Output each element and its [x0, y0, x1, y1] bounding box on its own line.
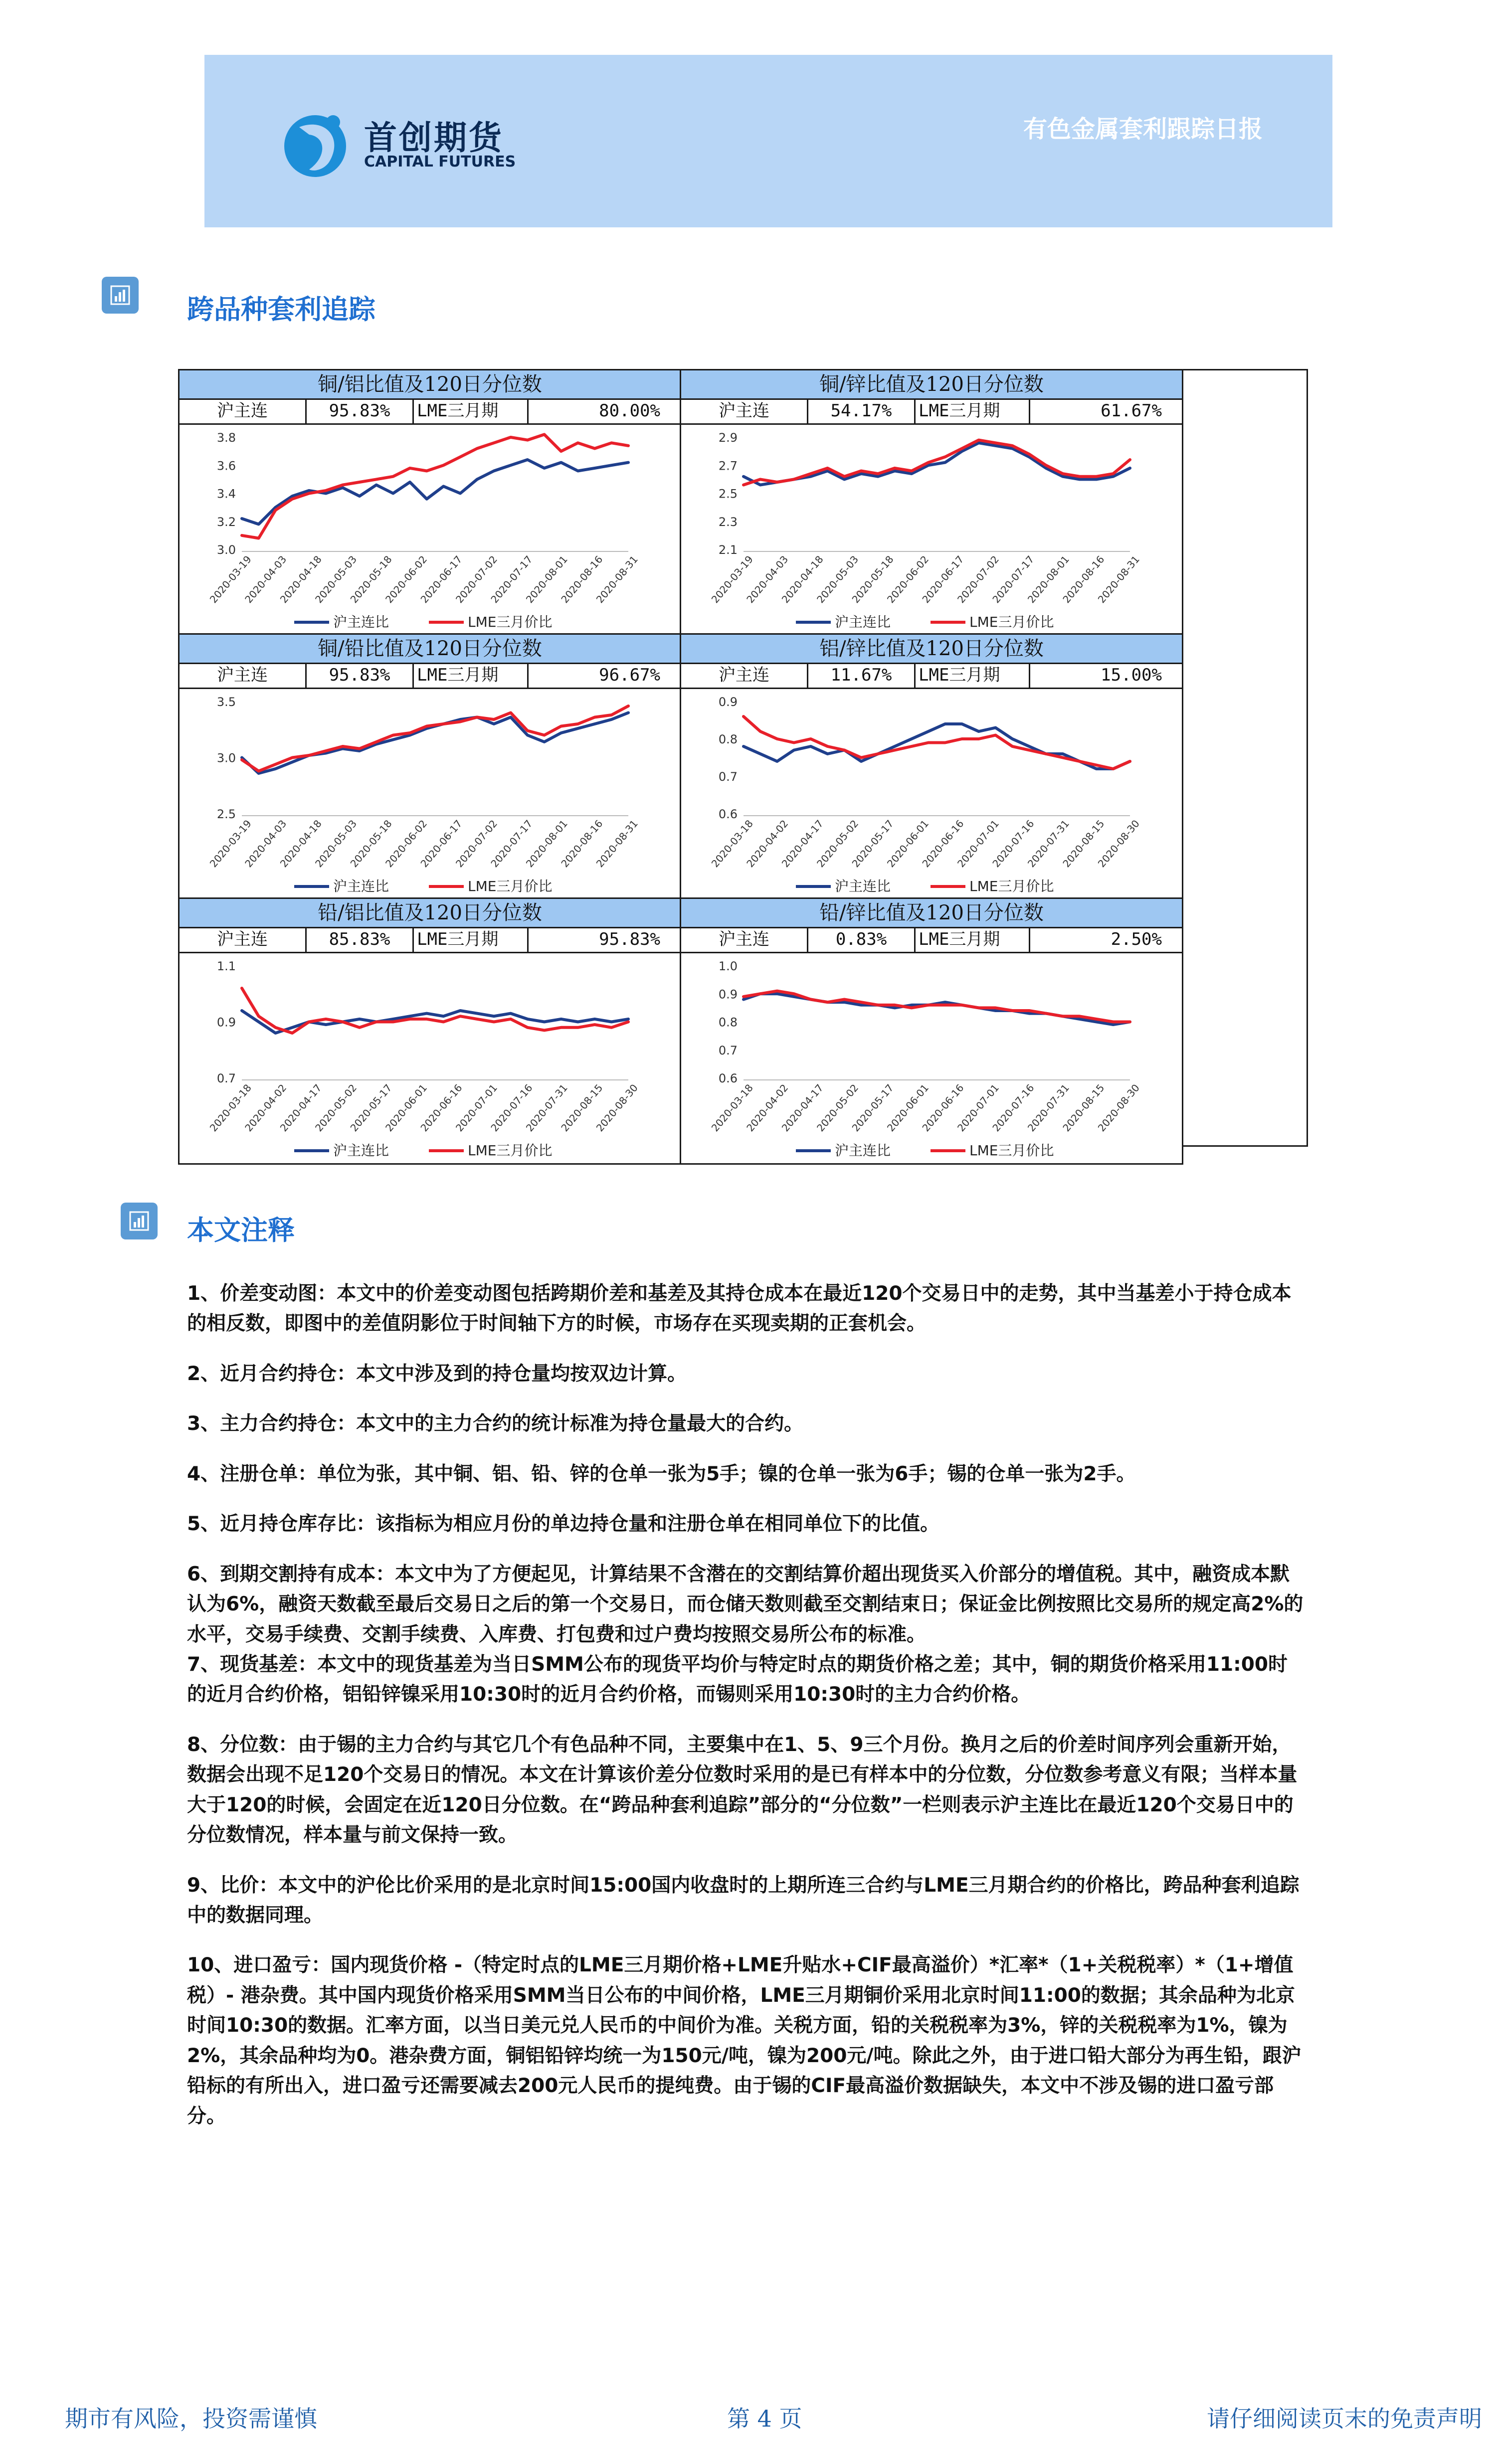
bar-chart-icon [102, 277, 139, 314]
y-tick-label: 3.4 [216, 487, 236, 501]
y-tick-label: 3.0 [216, 543, 236, 557]
x-tick-label: 2020-08-30 [1095, 817, 1142, 870]
report-title: 有色金属套利跟踪日报 [1023, 115, 1263, 143]
y-tick-label: 3.8 [216, 431, 236, 445]
x-tick-label: 2020-07-17 [990, 553, 1037, 606]
panel-title: 铝/锌比值及120日分位数 [681, 635, 1182, 664]
panel-title: 铜/铅比值及120日分位数 [180, 635, 680, 664]
x-tick-label: 2020-07-31 [1025, 817, 1072, 870]
legend-label: LME三月价比 [969, 1142, 1054, 1159]
x-tick-label: 2020-08-31 [593, 817, 640, 870]
y-tick-label: 2.5 [216, 807, 236, 821]
chart-svg [180, 425, 680, 633]
note-item: 7、现货基差：本文中的现货基差为当日SMM公布的现货平均价与特定时点的期货价格之差；其中，铜的期货价格采用11:00时的近月合约价格，铝铅锌镍采用10:30时的近月合约价格，而锡则采用10:30时的主力合约价格。 [187, 1653, 1288, 1706]
x-tick-label: 2020-05-03 [313, 553, 360, 606]
x-tick-label: 2020-08-01 [523, 553, 570, 606]
percentile-lme-value: 15.00% [1101, 665, 1162, 685]
x-tick-label: 2020-04-03 [744, 553, 791, 606]
y-tick-label: 2.5 [718, 487, 738, 501]
percentile-lme-value: 95.83% [599, 929, 660, 949]
ratio-line-chart [180, 689, 680, 899]
label-shanghai-continuous: 沪主连 [180, 663, 307, 688]
y-tick-label: 3.0 [216, 751, 236, 765]
y-tick-label: 2.7 [718, 459, 738, 473]
note-item: 2、近月合约持仓：本文中涉及到的持仓量均按双边计算。 [187, 1362, 687, 1385]
x-tick-label: 2020-07-17 [488, 817, 535, 870]
label-lme-three-month: LME三月期 [414, 398, 529, 423]
panel-title: 铜/锌比值及120日分位数 [681, 370, 1182, 400]
y-tick-label: 0.8 [718, 732, 738, 746]
logo-chinese-name: 首创期货 [364, 119, 504, 157]
x-tick-label: 2020-07-16 [990, 1081, 1037, 1134]
series-line-lme [242, 988, 628, 1033]
legend-label: LME三月价比 [468, 1142, 553, 1159]
x-tick-label: 2020-05-03 [814, 553, 861, 606]
x-tick-label: 2020-07-01 [954, 1081, 1002, 1134]
note-item: 6、到期交割持有成本：本文中为了方便起见，计算结果不含潜在的交割结算价超出现货买入价部分的增值税。其中，融资成本默认为6%，融资天数截至最后交易日之后的第一个交易日，而仓储天数则截至交割结束日；保证金比例按照比交易所的规定高2%的水平，交易手续费、交割手续费、入库费、打包费和过户费均按照交易所公布的标准。 [187, 1563, 1304, 1646]
y-tick-label: 0.7 [718, 770, 738, 784]
label-shanghai-continuous: 沪主连 [180, 398, 307, 423]
label-lme-three-month: LME三月期 [916, 927, 1030, 952]
x-tick-label: 2020-04-02 [744, 817, 791, 870]
x-tick-label: 2020-03-18 [709, 817, 755, 870]
y-tick-label: 0.9 [718, 987, 738, 1002]
ratio-panels-grid [178, 369, 1308, 1159]
panel-title: 铅/铝比值及120日分位数 [180, 899, 680, 928]
series-line-lme [242, 706, 628, 771]
y-tick-label: 0.9 [718, 695, 738, 709]
x-tick-label: 2020-03-18 [709, 1081, 755, 1134]
x-tick-label: 2020-04-02 [242, 1081, 289, 1134]
x-tick-label: 2020-04-02 [744, 1081, 791, 1134]
ratio-line-chart [681, 689, 1182, 899]
label-lme-three-month: LME三月期 [916, 663, 1030, 688]
x-tick-label: 2020-08-16 [559, 553, 605, 606]
note-item: 4、注册仓单：单位为张，其中铜、铝、铅、锌的仓单一张为5手；镍的仓单一张为6手；锡的仓单一张为2手。 [187, 1462, 1136, 1485]
x-tick-label: 2020-04-18 [779, 553, 826, 606]
section-title-cross-variety-arbitrage: 跨品种套利追踪 [187, 294, 375, 325]
x-tick-label: 2020-04-18 [277, 817, 324, 870]
x-tick-label: 2020-08-15 [1060, 817, 1107, 870]
y-tick-label: 3.2 [216, 515, 236, 529]
legend-label: 沪主连比 [333, 614, 389, 630]
x-tick-label: 2020-04-17 [779, 817, 826, 870]
y-tick-label: 2.3 [718, 515, 738, 529]
chart-svg [180, 689, 680, 897]
y-tick-label: 0.8 [718, 1015, 738, 1030]
note-item: 5、近月持仓库存比：该指标为相应月份的单边持仓量和注册仓单在相同单位下的比值。 [187, 1513, 940, 1536]
x-tick-label: 2020-04-17 [779, 1081, 826, 1134]
legend-label: LME三月价比 [969, 614, 1054, 630]
percentile-lme-value: 61.67% [1101, 401, 1162, 421]
series-line-lme [744, 991, 1130, 1022]
y-tick-label: 0.7 [216, 1071, 236, 1085]
x-tick-label: 2020-03-18 [207, 1081, 254, 1134]
y-tick-label: 1.1 [216, 959, 236, 973]
x-tick-label: 2020-03-19 [709, 553, 755, 606]
x-tick-label: 2020-05-18 [348, 817, 394, 870]
x-tick-label: 2020-08-16 [559, 817, 605, 870]
x-tick-label: 2020-06-01 [885, 1081, 932, 1134]
percentile-row [681, 398, 1182, 425]
legend-label: LME三月价比 [468, 614, 553, 630]
note-item: 8、分位数：由于锡的主力合约与其它几个有色品种不同，主要集中在1、5、9三个月份。换月之后的价差时间序列会重新开始，数据会出现不足120个交易日的情况。本文在计算该价差分位数时采用的是已有样本中的分位数，分位数参考意义有限；当样本量大于120的时候，会固定在近120日分位数。在“跨品种套利追踪”部分的“分位数”一栏则表示沪主连比在最近120个交易日中的分位数情况，样本量与前文保持一致。 [187, 1733, 1298, 1847]
x-tick-label: 2020-06-02 [383, 553, 430, 606]
legend-label: LME三月价比 [969, 878, 1054, 894]
x-tick-label: 2020-06-01 [383, 1081, 430, 1134]
x-tick-label: 2020-04-03 [242, 817, 289, 870]
series-line-shanghai [744, 724, 1130, 769]
note-item: 9、比价：本文中的沪伦比价采用的是北京时间15:00国内收盘时的上期所连三合约与LME三月期合约的价格比，跨品种套利追踪中的数据同理。 [187, 1874, 1300, 1927]
note-item: 3、主力合约持仓：本文中的主力合约的统计标准为持仓量最大的合约。 [187, 1412, 804, 1435]
y-tick-label: 2.1 [718, 543, 738, 557]
x-tick-label: 2020-07-31 [523, 1081, 570, 1134]
legend-label: 沪主连比 [333, 1142, 389, 1159]
legend-label: 沪主连比 [835, 614, 891, 630]
footer-page-number: 第 4 页 [727, 2405, 802, 2432]
x-tick-label: 2020-04-17 [277, 1081, 324, 1134]
ratio-panel [680, 897, 1183, 1165]
ratio-line-chart [180, 953, 680, 1163]
x-tick-label: 2020-06-01 [885, 817, 932, 870]
x-tick-label: 2020-05-02 [313, 1081, 360, 1134]
y-tick-label: 0.6 [718, 1071, 738, 1085]
x-tick-label: 2020-05-03 [313, 817, 360, 870]
x-tick-label: 2020-03-19 [207, 817, 254, 870]
series-line-lme [242, 434, 628, 538]
x-tick-label: 2020-04-03 [242, 553, 289, 606]
x-tick-label: 2020-08-16 [1060, 553, 1107, 606]
x-tick-label: 2020-07-16 [990, 817, 1037, 870]
x-tick-label: 2020-08-15 [1060, 1081, 1107, 1134]
percentile-lme-value: 96.67% [599, 665, 660, 685]
series-line-lme [744, 716, 1130, 769]
series-line-shanghai [242, 713, 628, 774]
x-tick-label: 2020-08-31 [593, 553, 640, 606]
legend-label: 沪主连比 [835, 1142, 891, 1159]
ratio-panel [178, 369, 682, 636]
x-tick-label: 2020-07-02 [954, 553, 1002, 606]
note-item: 1、价差变动图：本文中的价差变动图包括跨期价差和基差及其持仓成本在最近120个交易日中的走势，其中当基差小于持仓成本的相反数，即图中的差值阴影位于时间轴下方的时候，市场存在买现卖期的正套机会。 [187, 1282, 1292, 1335]
percentile-shanghai-value: 85.83% [307, 927, 414, 952]
x-tick-label: 2020-06-02 [885, 553, 932, 606]
x-tick-label: 2020-05-17 [849, 817, 896, 870]
x-tick-label: 2020-07-17 [488, 553, 535, 606]
ratio-panel [178, 897, 682, 1165]
footer-risk-warning: 期市有风险，投资需谨慎 [65, 2405, 317, 2432]
ratio-line-chart [681, 425, 1182, 635]
x-tick-label: 2020-05-17 [348, 1081, 394, 1134]
percentile-lme-value: 80.00% [599, 401, 660, 421]
y-tick-label: 0.7 [718, 1043, 738, 1057]
chart-svg [681, 953, 1182, 1162]
ratio-panel [680, 633, 1183, 900]
series-line-shanghai [744, 443, 1130, 485]
percentile-row [180, 927, 680, 953]
x-tick-label: 2020-06-17 [418, 553, 465, 606]
x-tick-label: 2020-06-02 [383, 817, 430, 870]
label-lme-three-month: LME三月期 [916, 398, 1030, 423]
notes-list [187, 1279, 1304, 2151]
x-tick-label: 2020-07-02 [453, 817, 500, 870]
label-lme-three-month: LME三月期 [414, 663, 529, 688]
x-tick-label: 2020-08-31 [1095, 553, 1142, 606]
x-tick-label: 2020-05-18 [849, 553, 896, 606]
panel-title: 铅/锌比值及120日分位数 [681, 899, 1182, 928]
x-tick-label: 2020-06-17 [920, 553, 966, 606]
y-tick-label: 0.6 [718, 807, 738, 821]
x-tick-label: 2020-06-16 [418, 1081, 465, 1134]
footer-disclaimer-notice: 请仔细阅读页末的免责声明 [1207, 2405, 1482, 2432]
page-header [204, 55, 1332, 227]
x-tick-label: 2020-07-31 [1025, 1081, 1072, 1134]
percentile-shanghai-value: 95.83% [307, 663, 414, 688]
label-shanghai-continuous: 沪主连 [681, 398, 808, 423]
company-logo [279, 107, 529, 187]
label-shanghai-continuous: 沪主连 [681, 663, 808, 688]
ratio-line-chart [180, 425, 680, 635]
section-title-notes: 本文注释 [187, 1215, 295, 1246]
label-shanghai-continuous: 沪主连 [180, 927, 307, 952]
panel-title: 铜/铝比值及120日分位数 [180, 370, 680, 400]
chart-svg [681, 425, 1182, 633]
percentile-shanghai-value: 54.17% [808, 398, 916, 423]
ratio-line-chart [681, 953, 1182, 1163]
legend-label: LME三月价比 [468, 878, 553, 894]
x-tick-label: 2020-05-02 [814, 1081, 861, 1134]
legend-label: 沪主连比 [333, 878, 389, 894]
x-tick-label: 2020-03-19 [207, 553, 254, 606]
x-tick-label: 2020-07-01 [954, 817, 1002, 870]
y-tick-label: 1.0 [718, 959, 738, 973]
logo-english-name: CAPITAL FUTURES [364, 153, 516, 171]
ratio-panel [680, 369, 1183, 636]
chart-svg [681, 689, 1182, 897]
x-tick-label: 2020-08-30 [1095, 1081, 1142, 1134]
y-tick-label: 0.9 [216, 1015, 236, 1030]
x-tick-label: 2020-05-18 [348, 553, 394, 606]
capital-futures-logo-icon [279, 107, 354, 182]
percentile-lme-value: 2.50% [1111, 929, 1162, 949]
x-tick-label: 2020-08-01 [1025, 553, 1072, 606]
percentile-row [180, 398, 680, 425]
y-tick-label: 3.6 [216, 459, 236, 473]
x-tick-label: 2020-08-01 [523, 817, 570, 870]
x-tick-label: 2020-06-17 [418, 817, 465, 870]
x-tick-label: 2020-07-02 [453, 553, 500, 606]
bar-chart-icon [121, 1203, 158, 1239]
x-tick-label: 2020-05-17 [849, 1081, 896, 1134]
legend-label: 沪主连比 [835, 878, 891, 894]
percentile-row [681, 927, 1182, 953]
ratio-panel [178, 633, 682, 900]
series-line-shanghai [744, 994, 1130, 1025]
x-tick-label: 2020-06-16 [920, 817, 966, 870]
note-item: 10、进口盈亏：国内现货价格 -（特定时点的LME三月期价格+LME升贴水+CIF最高溢价）*汇率*（1+关税税率）*（1+增值税）- 港杂费。其中国内现货价格采用SMM当日公布的中间价格，LME三月期铜价采用北京时间11:00的数据；其余品种为北京时间10:30的数据。汇率方面，以当日美元兑人民币的中间价为准。关税方面，铅的关税税率为3%，锌的关税税率为1%，镍为2%，其余品种均为0。港杂费方面，铜铝铅锌均统一为150元/吨，镍为200元/吨。除此之外，由于进口铅大部分为再生铅，跟沪铅标的有所出入，进口盈亏还需要减去200元人民币的提纯费。由于锡的CIF最高溢价数据缺失，本文中不涉及锡的进口盈亏部分。 [187, 1954, 1302, 2127]
percentile-row [180, 663, 680, 689]
y-tick-label: 2.9 [718, 431, 738, 445]
percentile-shanghai-value: 0.83% [808, 927, 916, 952]
x-tick-label: 2020-08-30 [593, 1081, 640, 1134]
x-tick-label: 2020-06-16 [920, 1081, 966, 1134]
percentile-shanghai-value: 95.83% [307, 398, 414, 423]
x-tick-label: 2020-07-01 [453, 1081, 500, 1134]
label-shanghai-continuous: 沪主连 [681, 927, 808, 952]
x-tick-label: 2020-08-15 [559, 1081, 605, 1134]
y-tick-label: 3.5 [216, 695, 236, 709]
percentile-shanghai-value: 11.67% [808, 663, 916, 688]
percentile-row [681, 663, 1182, 689]
x-tick-label: 2020-04-18 [277, 553, 324, 606]
x-tick-label: 2020-07-16 [488, 1081, 535, 1134]
x-tick-label: 2020-05-02 [814, 817, 861, 870]
label-lme-three-month: LME三月期 [414, 927, 529, 952]
chart-svg [180, 953, 680, 1162]
